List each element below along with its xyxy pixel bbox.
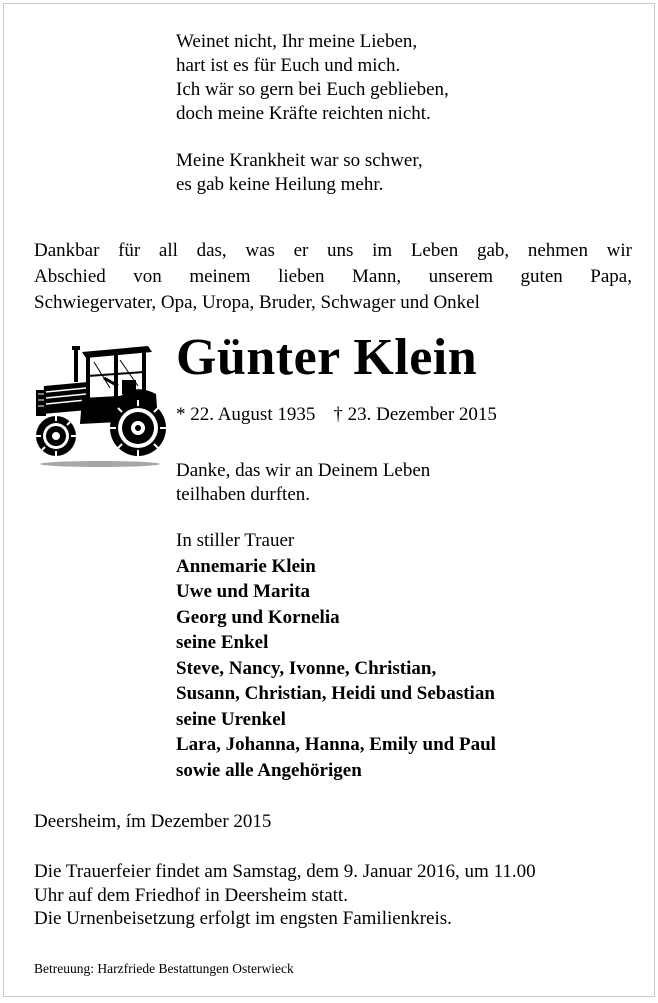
death-date: † 23. Dezember 2015 <box>333 404 497 425</box>
life-dates <box>176 403 497 427</box>
mourner-line: Lara, Johanna, Hanna, Emily und Paul <box>176 734 496 755</box>
funeral-line: Uhr auf dem Friedhof in Deersheim statt. <box>34 884 348 906</box>
tractor-icon <box>30 340 166 468</box>
mourner-line: Steve, Nancy, Ivonne, Christian, <box>176 657 437 679</box>
mourners-heading: In stiller Trauer <box>176 530 295 551</box>
intro-paragraph <box>34 238 632 316</box>
place-date: Deersheim, ím Dezember 2015 <box>34 811 272 832</box>
thanks-line: Danke, das wir an Deinem Leben <box>176 460 431 481</box>
intro-line: Schwiegervater, Opa, Uropa, Bruder, Schwager und Onkel <box>34 292 480 313</box>
funeral-info <box>34 860 536 931</box>
mourner-line: Susann, Christian, Heidi und Sebastian <box>176 683 495 704</box>
mourner-line: sowie alle Angehörigen <box>176 759 362 781</box>
birth-date: * 22. August 1935 <box>176 404 316 425</box>
mourner-line: seine Urenkel <box>176 708 286 730</box>
thanks-line: teilhaben durften. <box>176 484 311 505</box>
poem-line: Ich wär so gern bei Euch geblieben, <box>176 79 449 100</box>
mourners-list <box>176 528 496 783</box>
poem-line: hart ist es für Euch und mich. <box>176 55 401 76</box>
poem-line: Meine Krankheit war so schwer, <box>176 150 423 171</box>
stanza-gap <box>176 126 449 149</box>
poem-line: doch meine Kräfte reichten nicht. <box>176 103 431 124</box>
intro-line: Abschied von meinem lieben Mann, unserem guten Papa, <box>34 266 632 287</box>
poem-line: es gab keine Heilung mehr. <box>176 174 384 195</box>
poem <box>176 30 449 197</box>
funeral-home-credit: Betreuung: Harzfriede Bestattungen Osterwieck <box>34 961 294 976</box>
intro-line: Dankbar für all das, was er uns im Leben gab, nehmen wir <box>34 240 632 261</box>
poem-line: Weinet nicht, Ihr meine Lieben, <box>176 31 418 52</box>
funeral-line: Die Trauerfeier findet am Samstag, dem 9. Januar 2016, um 11.00 <box>34 861 536 882</box>
thanks-text <box>176 459 430 507</box>
mourner-line: Annemarie Klein <box>176 555 316 577</box>
funeral-line: Die Urnenbeisetzung erfolgt im engsten Familienkreis. <box>34 908 452 929</box>
deceased-name: Günter Klein <box>176 329 478 386</box>
mourner-line: Uwe und Marita <box>176 581 311 602</box>
obituary-notice <box>3 3 655 997</box>
mourner-line: seine Enkel <box>176 632 269 653</box>
mourner-line: Georg und Kornelia <box>176 606 340 628</box>
